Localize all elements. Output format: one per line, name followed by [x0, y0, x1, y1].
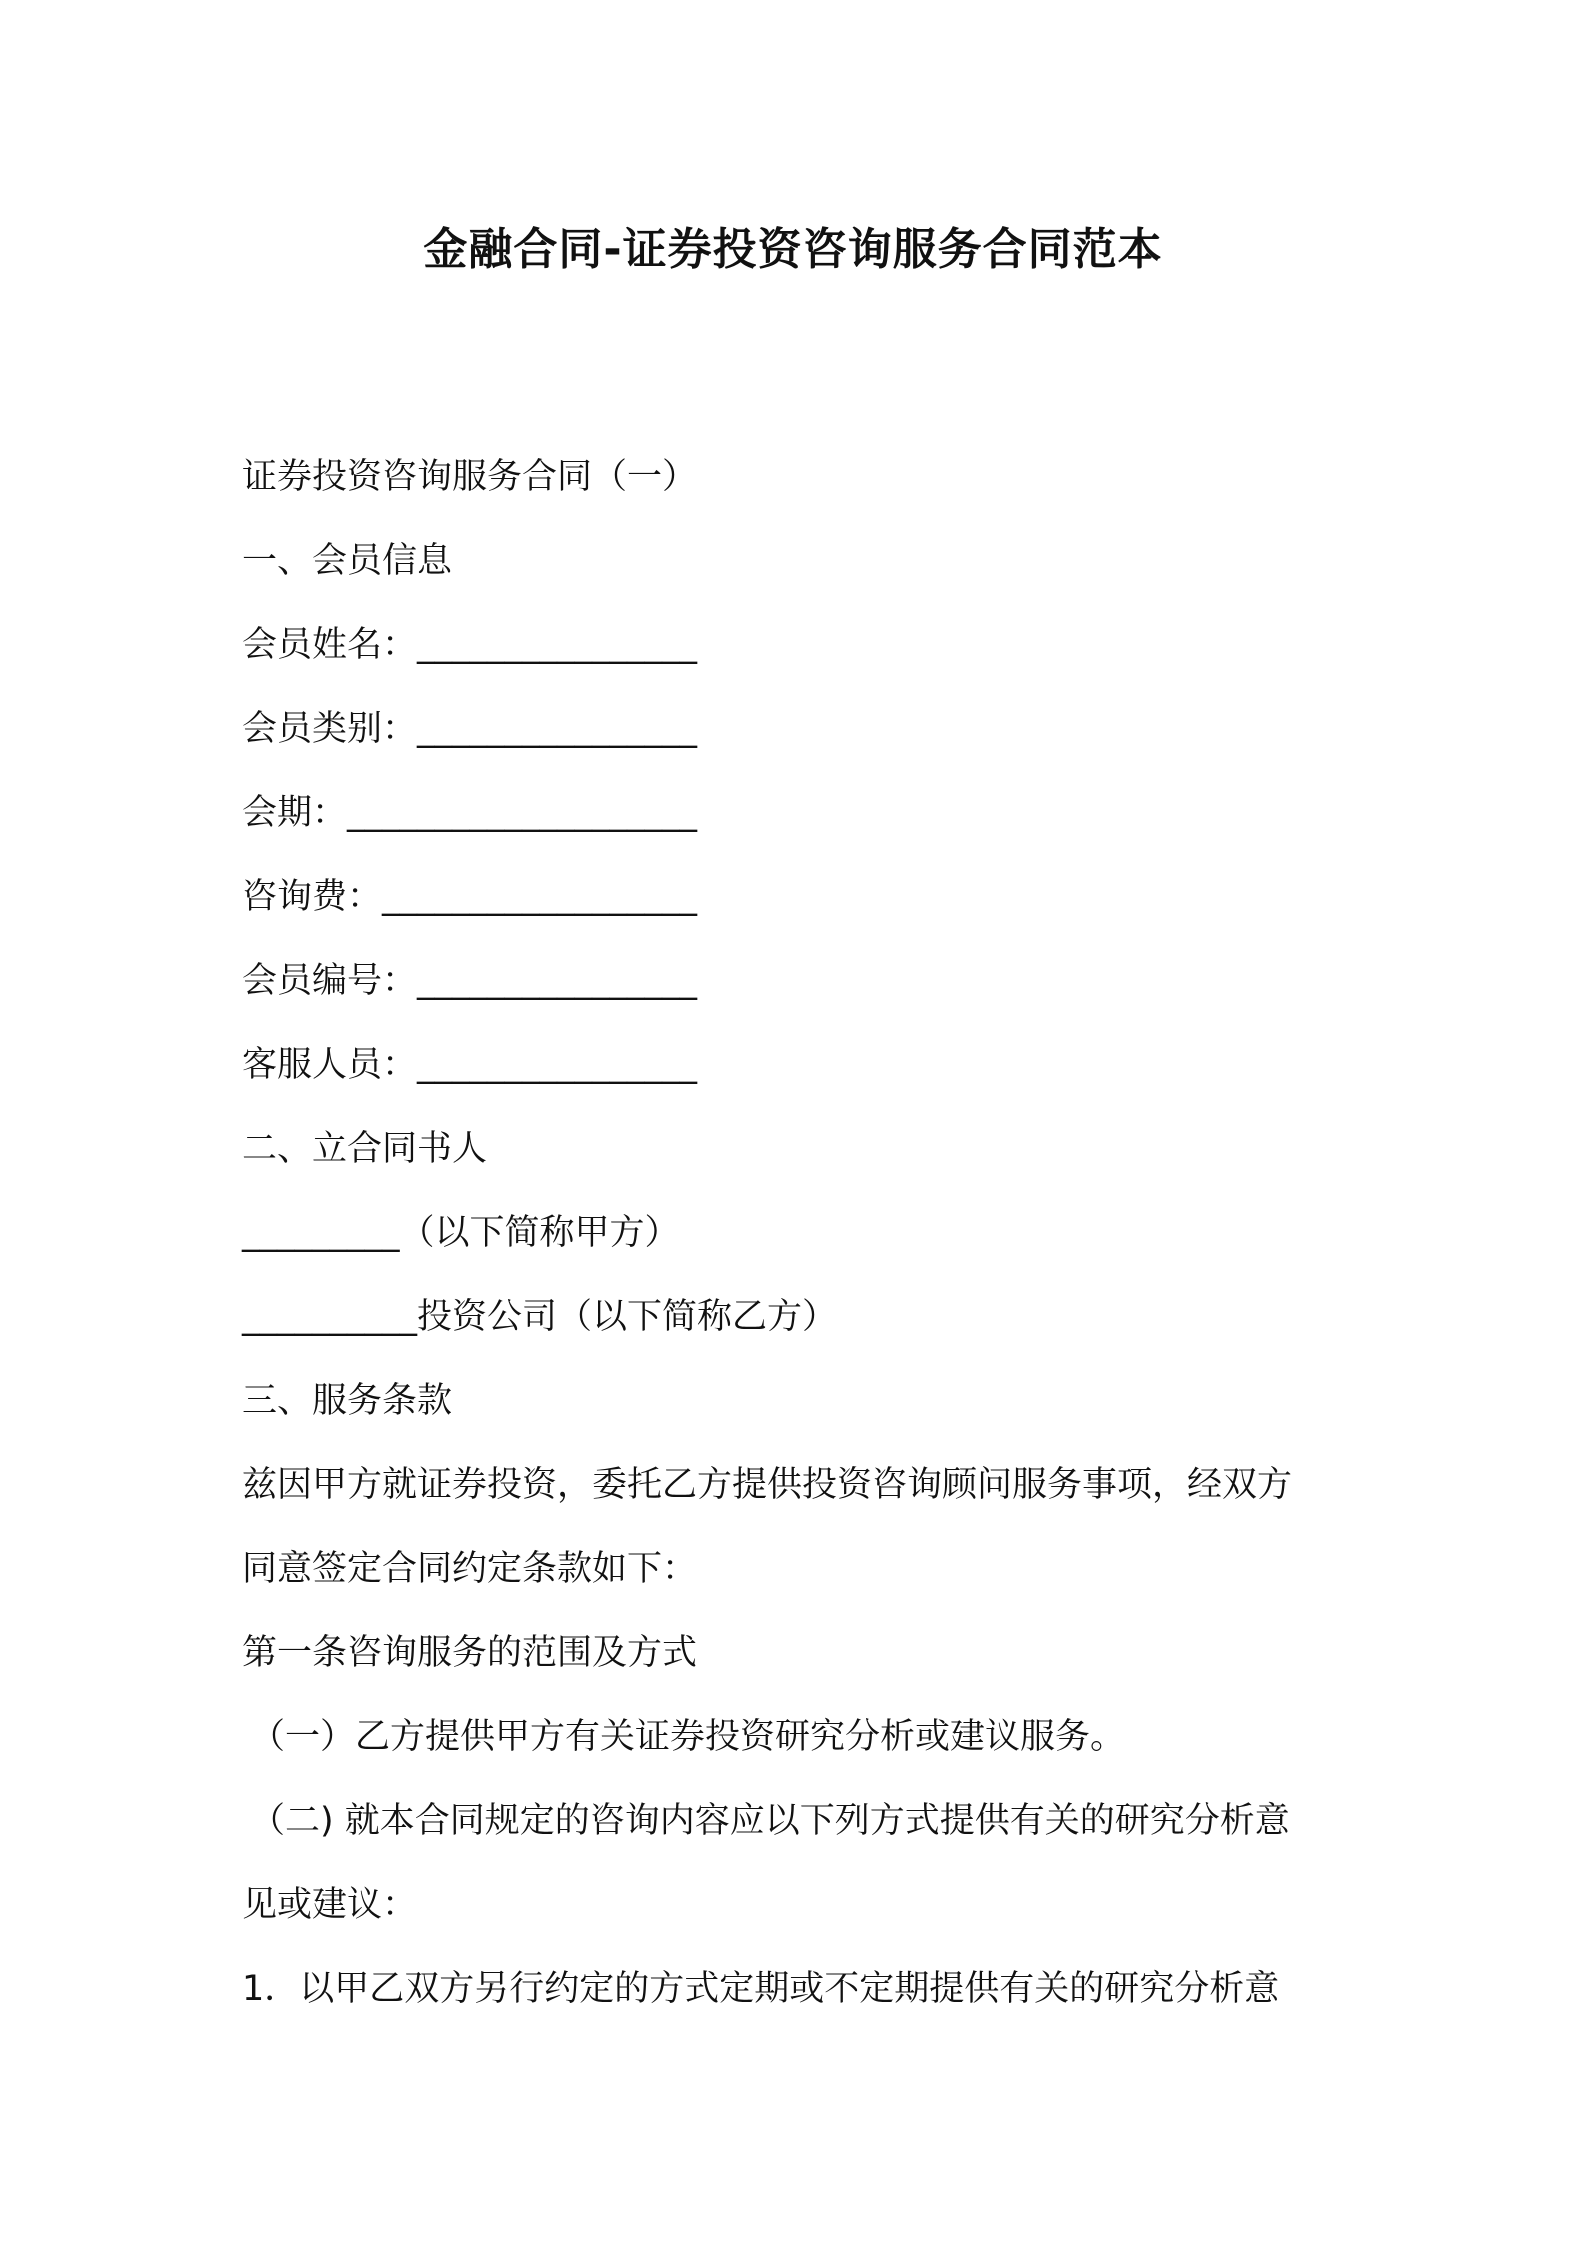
field-member-number: 会员编号：________________ [242, 961, 698, 1001]
party-b-line: __________投资公司（以下简称乙方） [242, 1297, 838, 1337]
section-heading-parties: 二、立合同书人 [242, 1129, 488, 1169]
clause-line: 见或建议： [242, 1885, 418, 1925]
paragraph-line: 兹因甲方就证券投资，委托乙方提供投资咨询顾问服务事项，经双方 [242, 1465, 1293, 1505]
section-heading-service-terms: 三、服务条款 [242, 1381, 453, 1421]
article-heading: 第一条咨询服务的范围及方式 [242, 1633, 698, 1673]
field-consulting-fee: 咨询费：__________________ [242, 877, 698, 917]
section-heading-member-info: 一、会员信息 [242, 541, 453, 581]
list-item-line: 1．以甲乙双方另行约定的方式定期或不定期提供有关的研究分析意 [242, 1969, 1280, 2009]
party-a-line: _________（以下简称甲方） [242, 1213, 680, 1253]
clause-line: （一）乙方提供甲方有关证券投资研究分析或建议服务。 [250, 1717, 1126, 1757]
document-title: 金融合同-证券投资咨询服务合同范本 [423, 224, 1163, 275]
field-customer-service: 客服人员：________________ [242, 1045, 698, 1085]
field-membership-period: 会期：____________________ [242, 793, 698, 833]
field-member-category: 会员类别：________________ [242, 709, 698, 749]
clause-line: （二) 就本合同规定的咨询内容应以下列方式提供有关的研究分析意 [250, 1801, 1290, 1841]
paragraph-line: 同意签定合同约定条款如下： [242, 1549, 698, 1589]
contract-subtitle: 证券投资咨询服务合同（一） [242, 457, 698, 497]
field-member-name: 会员姓名：________________ [242, 625, 698, 665]
